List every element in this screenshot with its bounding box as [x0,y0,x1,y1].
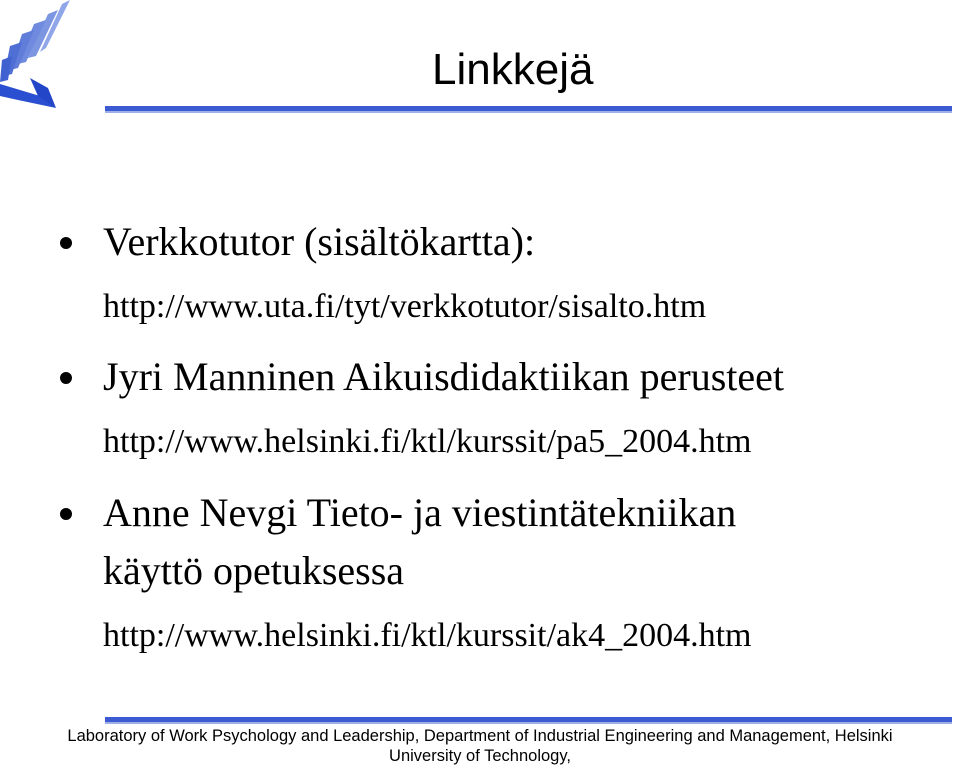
bullet-link[interactable]: http://www.helsinki.fi/ktl/kurssit/ak4_2004.htm [103,617,752,654]
university-logo-icon [0,0,100,112]
title-divider [105,106,952,113]
bullet-icon [60,508,72,520]
bullet-text-line1: Anne Nevgi Tieto- ja viestintätekniikan [103,490,737,535]
bullet-link[interactable]: http://www.helsinki.fi/ktl/kurssit/pa5_2004.htm [103,423,752,460]
bullet-text: Jyri Manninen Aikuisdidaktiikan perusteet [103,354,784,399]
slide-footer [0,726,960,766]
bullet-text-line2: käyttö opetuksessa [103,548,405,593]
slide-title: Linkkejä [432,45,594,94]
footer-line-2: University of Technology, [389,747,571,765]
bullet-link[interactable]: http://www.uta.fi/tyt/verkkotutor/sisalto.htm [103,288,707,325]
footer-line-1: Laboratory of Work Psychology and Leadership, Department of Industrial Engineering and Management, Helsinki [67,727,893,745]
bullet-icon [60,237,72,249]
bullet-icon [60,372,72,384]
bullet-text: Verkkotutor (sisältökartta): [103,219,536,264]
footer-divider [105,717,952,724]
